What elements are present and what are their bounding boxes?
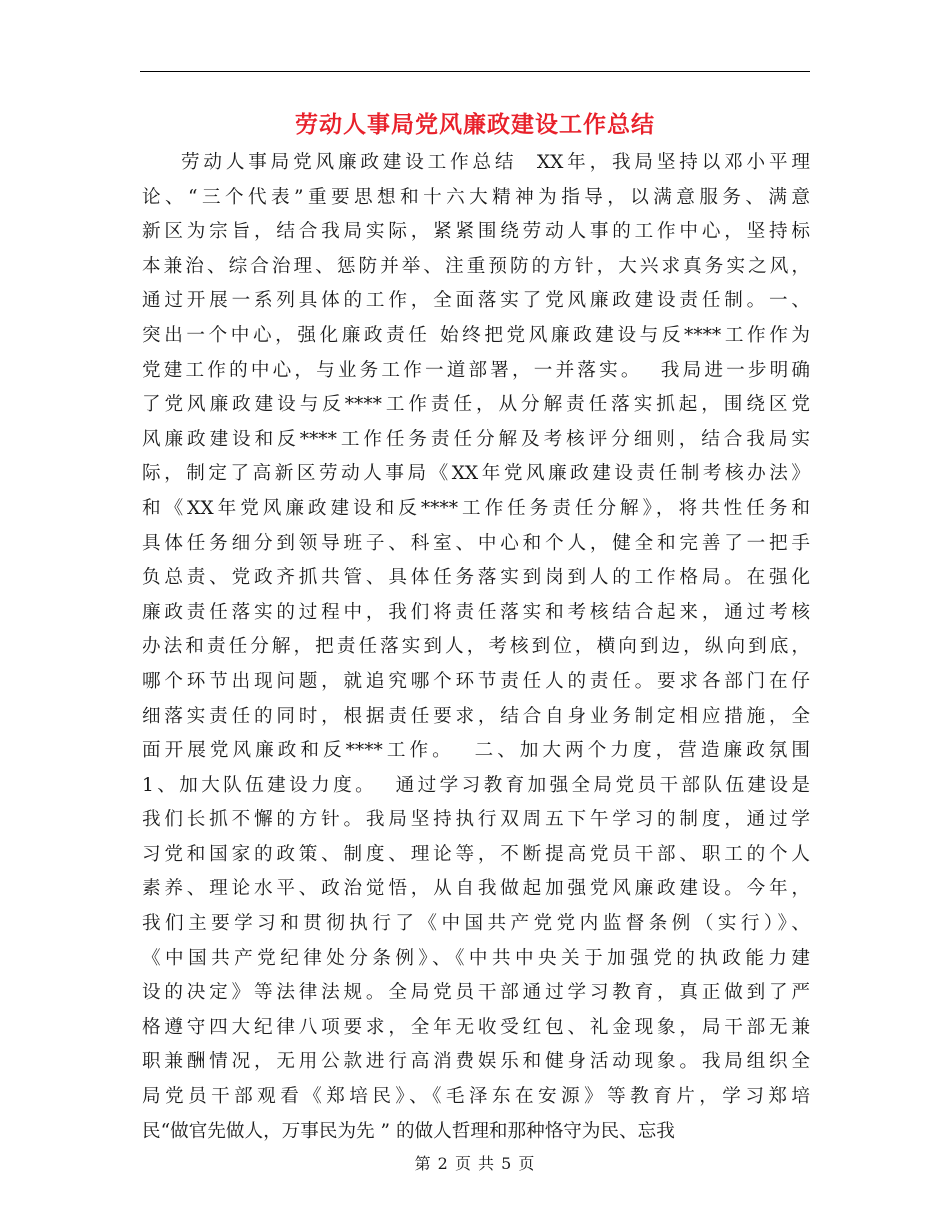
body-line: 具体任务细分到领导班子、科室、中心和个人，健全和完善了一把手 <box>142 532 810 554</box>
body-line: 格遵守四大纪律八项要求，全年无收受红包、礼金现象，局干部无兼 <box>142 1016 810 1038</box>
body-line: 本兼治、综合治理、惩防并举、注重预防的方针，大兴求真务实之风， <box>142 255 810 277</box>
body-line: 党建工作的中心，与业务工作一道部署，一并落实。 我局进一步明确 <box>142 359 810 381</box>
body-line: 1、加大队伍建设力度。 通过学习教育加强全局党员干部队伍建设是 <box>142 774 810 796</box>
body-line: 我们主要学习和贯彻执行了《中国共产党党内监督条例（实行）》、 <box>142 913 810 935</box>
body-line: 细落实责任的同时，根据责任要求，结合自身业务制定相应措施，全 <box>142 705 810 727</box>
body-line: 我们长抓不懈的方针。我局坚持执行双周五下午学习的制度，通过学 <box>142 809 810 831</box>
body-line: 新区为宗旨，结合我局实际，紧紧围绕劳动人事的工作中心，坚持标 <box>142 221 810 243</box>
body-line: 习党和国家的政策、制度、理论等，不断提高党员干部、职工的个人 <box>142 843 810 865</box>
body-line: 劳动人事局党风廉政建设工作总结 XX年，我局坚持以邓小平理 <box>142 152 810 173</box>
body-line: 突出一个中心，强化廉政责任 始终把党风廉政建设与反****工作作为 <box>142 324 810 346</box>
body-line: 哪个环节出现问题，就追究哪个环节责任人的责任。要求各部门在仔 <box>142 670 810 692</box>
body-line: 廉政责任落实的过程中，我们将责任落实和考核结合起来，通过考核 <box>142 601 810 623</box>
body-line: 素养、理论水平、政治觉悟，从自我做起加强党风廉政建设。今年， <box>142 878 810 900</box>
document-title: 劳动人事局党风廉政建设工作总结 <box>295 112 655 138</box>
body-line: 办法和责任分解，把责任落实到人，考核到位，横向到边，纵向到底， <box>142 636 810 658</box>
page-footer: 第 2 页 共 5 页 <box>414 1154 536 1173</box>
body-line: 面开展党风廉政和反****工作。 二、加大两个力度，营造廉政氛围 <box>142 740 810 762</box>
body-line: 民“做官先做人，万事民为先 ” 的做人哲理和那种恪守为民、忘我 <box>142 1120 675 1142</box>
body-line: 论、“三个代表”重要思想和十六大精神为指导，以满意服务、满意 <box>142 186 810 208</box>
body-line: 和《XX年党风廉政建设和反****工作任务责任分解》，将共性任务和 <box>142 497 810 519</box>
body-line: 职兼酬情况，无用公款进行高消费娱乐和健身活动现象。我局组织全 <box>142 1051 810 1073</box>
body-line: 风廉政建设和反****工作任务责任分解及考核评分细则，结合我局实 <box>142 428 810 450</box>
body-line: 通过开展一系列具体的工作，全面落实了党风廉政建设责任制。一、 <box>142 290 810 312</box>
document-body <box>142 146 810 1149</box>
header-rule <box>140 71 810 72</box>
body-line: 设的决定》等法律法规。全局党员干部通过学习教育，真正做到了严 <box>142 982 810 1004</box>
body-line: 了党风廉政建设与反****工作责任，从分解责任落实抓起，围绕区党 <box>142 394 810 416</box>
body-line: 际，制定了高新区劳动人事局《XX年党风廉政建设责任制考核办法》 <box>142 463 810 485</box>
body-line: 负总责、党政齐抓共管、具体任务落实到岗到人的工作格局。在强化 <box>142 567 810 589</box>
body-line: 局党员干部观看《郑培民》、《毛泽东在安源》等教育片，学习郑培 <box>142 1086 810 1108</box>
body-line: 《中国共产党纪律处分条例》、《中共中央关于加强党的执政能力建 <box>142 947 810 969</box>
